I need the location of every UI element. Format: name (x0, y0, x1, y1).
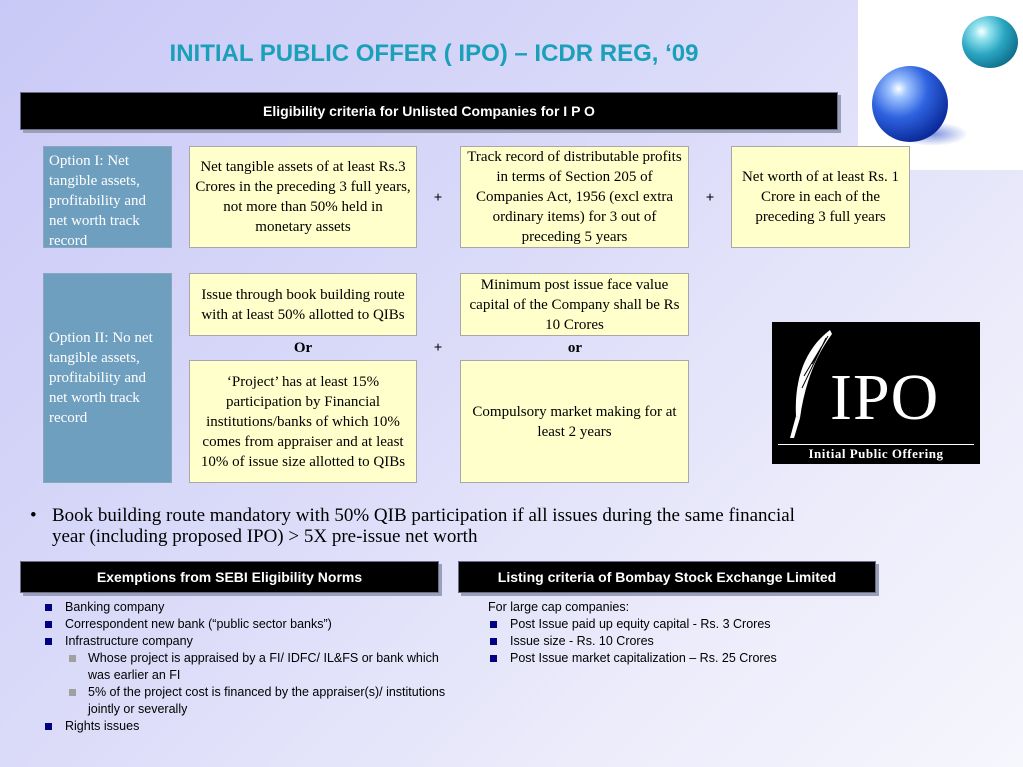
list-item (488, 616, 898, 633)
sub-list-item-text: 5% of the project cost is financed by the appraiser(s)/ institutions jointly or severally (88, 685, 446, 716)
list-item-text: Rights issues (65, 719, 140, 733)
list-item-text: Issue size - Rs. 10 Crores (510, 634, 654, 648)
ipo-logo (772, 322, 980, 464)
list-item (43, 599, 453, 616)
quill-icon (786, 328, 836, 440)
square-bullet-icon (45, 638, 52, 645)
square-bullet-icon (69, 655, 76, 662)
eligibility-header-bar (20, 92, 838, 130)
option-2-project-box: ‘Project’ has at least 15% participation by Financial institutions/banks of which 10% comes from appraiser and at least 10% of issue size allotted to QIBs (189, 360, 417, 483)
option-2-book-building-box: Issue through book building route with at least 50% allotted to QIBs (189, 273, 417, 336)
plus-sign: + (705, 190, 715, 206)
main-bullet-text: Book building route mandatory with 50% QIB participation if all issues during the same financial year (including proposed IPO) > 5X pre-issue net worth (52, 505, 795, 547)
listing-header-text: Listing criteria of Bombay Stock Exchange Limited (497, 569, 837, 585)
option-1-net-tangible-box: Net tangible assets of at least Rs.3 Crores in the preceding 3 full years, not more than 50% held in monetary assets (189, 146, 417, 248)
page-title: INITIAL PUBLIC OFFER ( IPO) – ICDR REG, ‘09 (169, 40, 699, 67)
list-item (43, 616, 453, 633)
list-item (488, 633, 898, 650)
square-bullet-icon (45, 604, 52, 611)
ipo-logo-subtitle: Initial Public Offering (778, 444, 974, 462)
list-item-text: Correspondent new bank (“public sector banks”) (65, 617, 332, 631)
listing-list (488, 599, 898, 667)
exemptions-list (43, 599, 453, 735)
option-1-label: Option I: Net tangible assets, profitability and net worth track record (43, 146, 172, 248)
square-bullet-icon (45, 723, 52, 730)
square-bullet-icon (69, 689, 76, 696)
square-bullet-icon (45, 621, 52, 628)
sub-list-item (43, 684, 453, 718)
or-label: Or (293, 340, 313, 356)
square-bullet-icon (490, 638, 497, 645)
ipo-logo-text: IPO (830, 361, 940, 434)
option-2-market-making-box: Compulsory market making for at least 2 years (460, 360, 689, 483)
blue-marble-icon (872, 66, 948, 142)
square-bullet-icon (490, 621, 497, 628)
list-item-text: Post Issue paid up equity capital - Rs. 3 Crores (510, 617, 771, 631)
square-bullet-icon (490, 655, 497, 662)
plus-sign: + (433, 340, 443, 356)
main-bullet (30, 505, 830, 547)
listing-header-bar (458, 561, 876, 593)
teal-marble-icon (962, 16, 1018, 68)
list-item-text: Banking company (65, 600, 165, 614)
sub-list-item-text: Whose project is appraised by a FI/ IDFC/ IL&FS or bank which was earlier an FI (88, 651, 439, 682)
eligibility-header-text: Eligibility criteria for Unlisted Companies for I P O (263, 103, 595, 119)
list-item (43, 633, 453, 650)
option-1-net-worth-box: Net worth of at least Rs. 1 Crore in each of the preceding 3 full years (731, 146, 910, 248)
list-item (488, 650, 898, 667)
list-item-text: Infrastructure company (65, 634, 193, 648)
option-1-track-record-box: Track record of distributable profits in terms of Section 205 of Companies Act, 1956 (excl extra ordinary items) for 3 out of preceding 5 years (460, 146, 689, 248)
decorative-corner (858, 0, 1023, 170)
option-2-label-text: Option II: No net tangible assets, profitability and net worth track record (49, 330, 153, 426)
list-item-text: Post Issue market capitalization – Rs. 25 Crores (510, 651, 777, 665)
bullet-dot-icon: • (30, 505, 37, 526)
or-label: or (567, 340, 583, 356)
list-item (43, 718, 453, 735)
exemptions-header-bar (20, 561, 439, 593)
sub-list-item (43, 650, 453, 684)
listing-intro: For large cap companies: (488, 600, 630, 614)
exemptions-header-text: Exemptions from SEBI Eligibility Norms (96, 569, 363, 585)
plus-sign: + (433, 190, 443, 206)
option-2-label (43, 273, 172, 483)
option-2-min-capital-box: Minimum post issue face value capital of the Company shall be Rs 10 Crores (460, 273, 689, 336)
